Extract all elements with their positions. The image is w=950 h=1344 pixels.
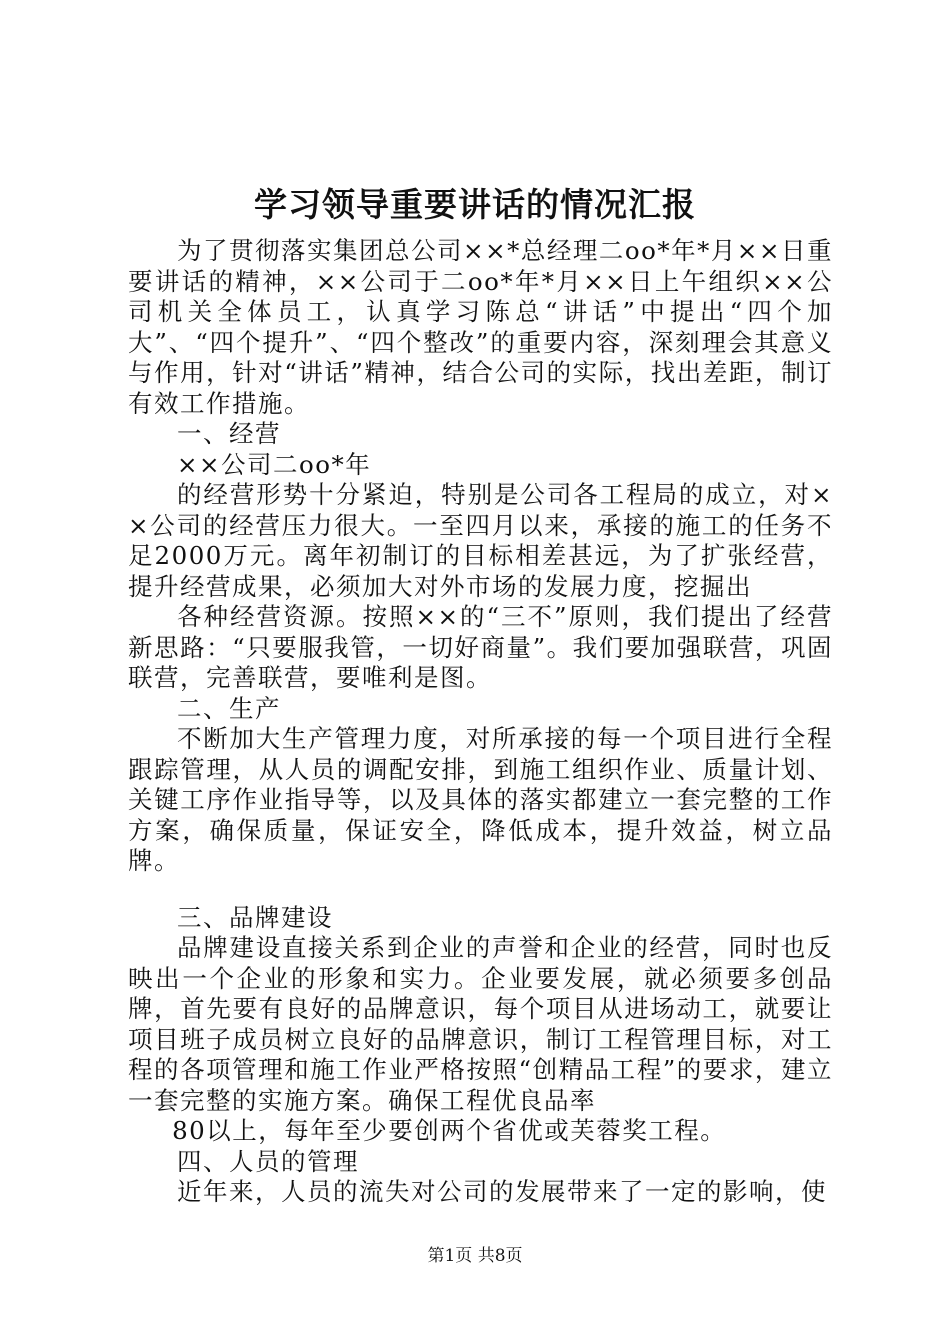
paragraph-operations-line: ××公司二oo*年 bbox=[177, 449, 372, 479]
paragraph-operations-2: 各种经营资源。按照××的“三不”原则，我们提出了经营新思路：“只要服我管，一切好商量”。我们要加强联营，巩固联营，完善联营，要唯利是图。 bbox=[128, 602, 833, 692]
document-title: 学习领导重要讲话的情况汇报 bbox=[254, 185, 696, 224]
section-heading-production: 二、生产 bbox=[177, 693, 281, 723]
section-heading-brand: 三、品牌建设 bbox=[177, 902, 333, 932]
section-heading-operations: 一、经营 bbox=[177, 419, 281, 448]
paragraph-production-1: 不断加大生产管理力度，对所承接的每一个项目进行全程跟踪管理，从人员的调配安排，到施工组织作业、质量计划、关键工序作业指导等，以及具体的落实都建立一套完整的工作方案，确保质量，保证安全，降低成本，提升效益，树立品牌。 bbox=[128, 724, 833, 875]
paragraph-spacer bbox=[128, 877, 833, 903]
section-heading-personnel: 四、人员的管理 bbox=[177, 1146, 359, 1176]
paragraph-operations-1: 的经营形势十分紧迫，特别是公司各工程局的成立，对××公司的经营压力很大。一至四月以来，承接的施工的任务不足2000万元。离年初制订的目标相差甚远，为了扩张经营，提升经营成果，必须加大对外市场的发展力度，挖掘出 bbox=[128, 480, 833, 601]
paragraph-brand-1: 品牌建设直接关系到企业的声誉和企业的经营，同时也反映出一个企业的形象和实力。企业要发展，就必须要多创品牌，首先要有良好的品牌意识，每个项目从进场动工，就要让项目班子成员树立良好的品牌意识，制订工程管理目标，对工程的各项管理和施工作业严格按照“创精品工程”的要求，建立一套完整的实施方案。确保工程优良品率 bbox=[128, 933, 833, 1115]
document-body bbox=[128, 236, 833, 1208]
paragraph-intro: 为了贯彻落实集团总公司××*总经理二oo*年*月××日重要讲话的精神，××公司于二oo*年*月××日上午组织××公司机关全体员工，认真学习陈总“讲话”中提出“四个加大”、“四个提升”、“四个整改”的重要内容，深刻理会其意义与作用，针对“讲话”精神，结合公司的实际，找出差距，制订有效工作措施。 bbox=[128, 236, 833, 418]
page-footer: 第1页 共8页 bbox=[427, 1246, 523, 1266]
paragraph-personnel-1: 近年来，人员的流失对公司的发展带来了一定的影响，使 bbox=[177, 1177, 827, 1206]
paragraph-brand-2: 80以上，每年至少要创两个省优或芙蓉奖工程。 bbox=[172, 1116, 727, 1145]
